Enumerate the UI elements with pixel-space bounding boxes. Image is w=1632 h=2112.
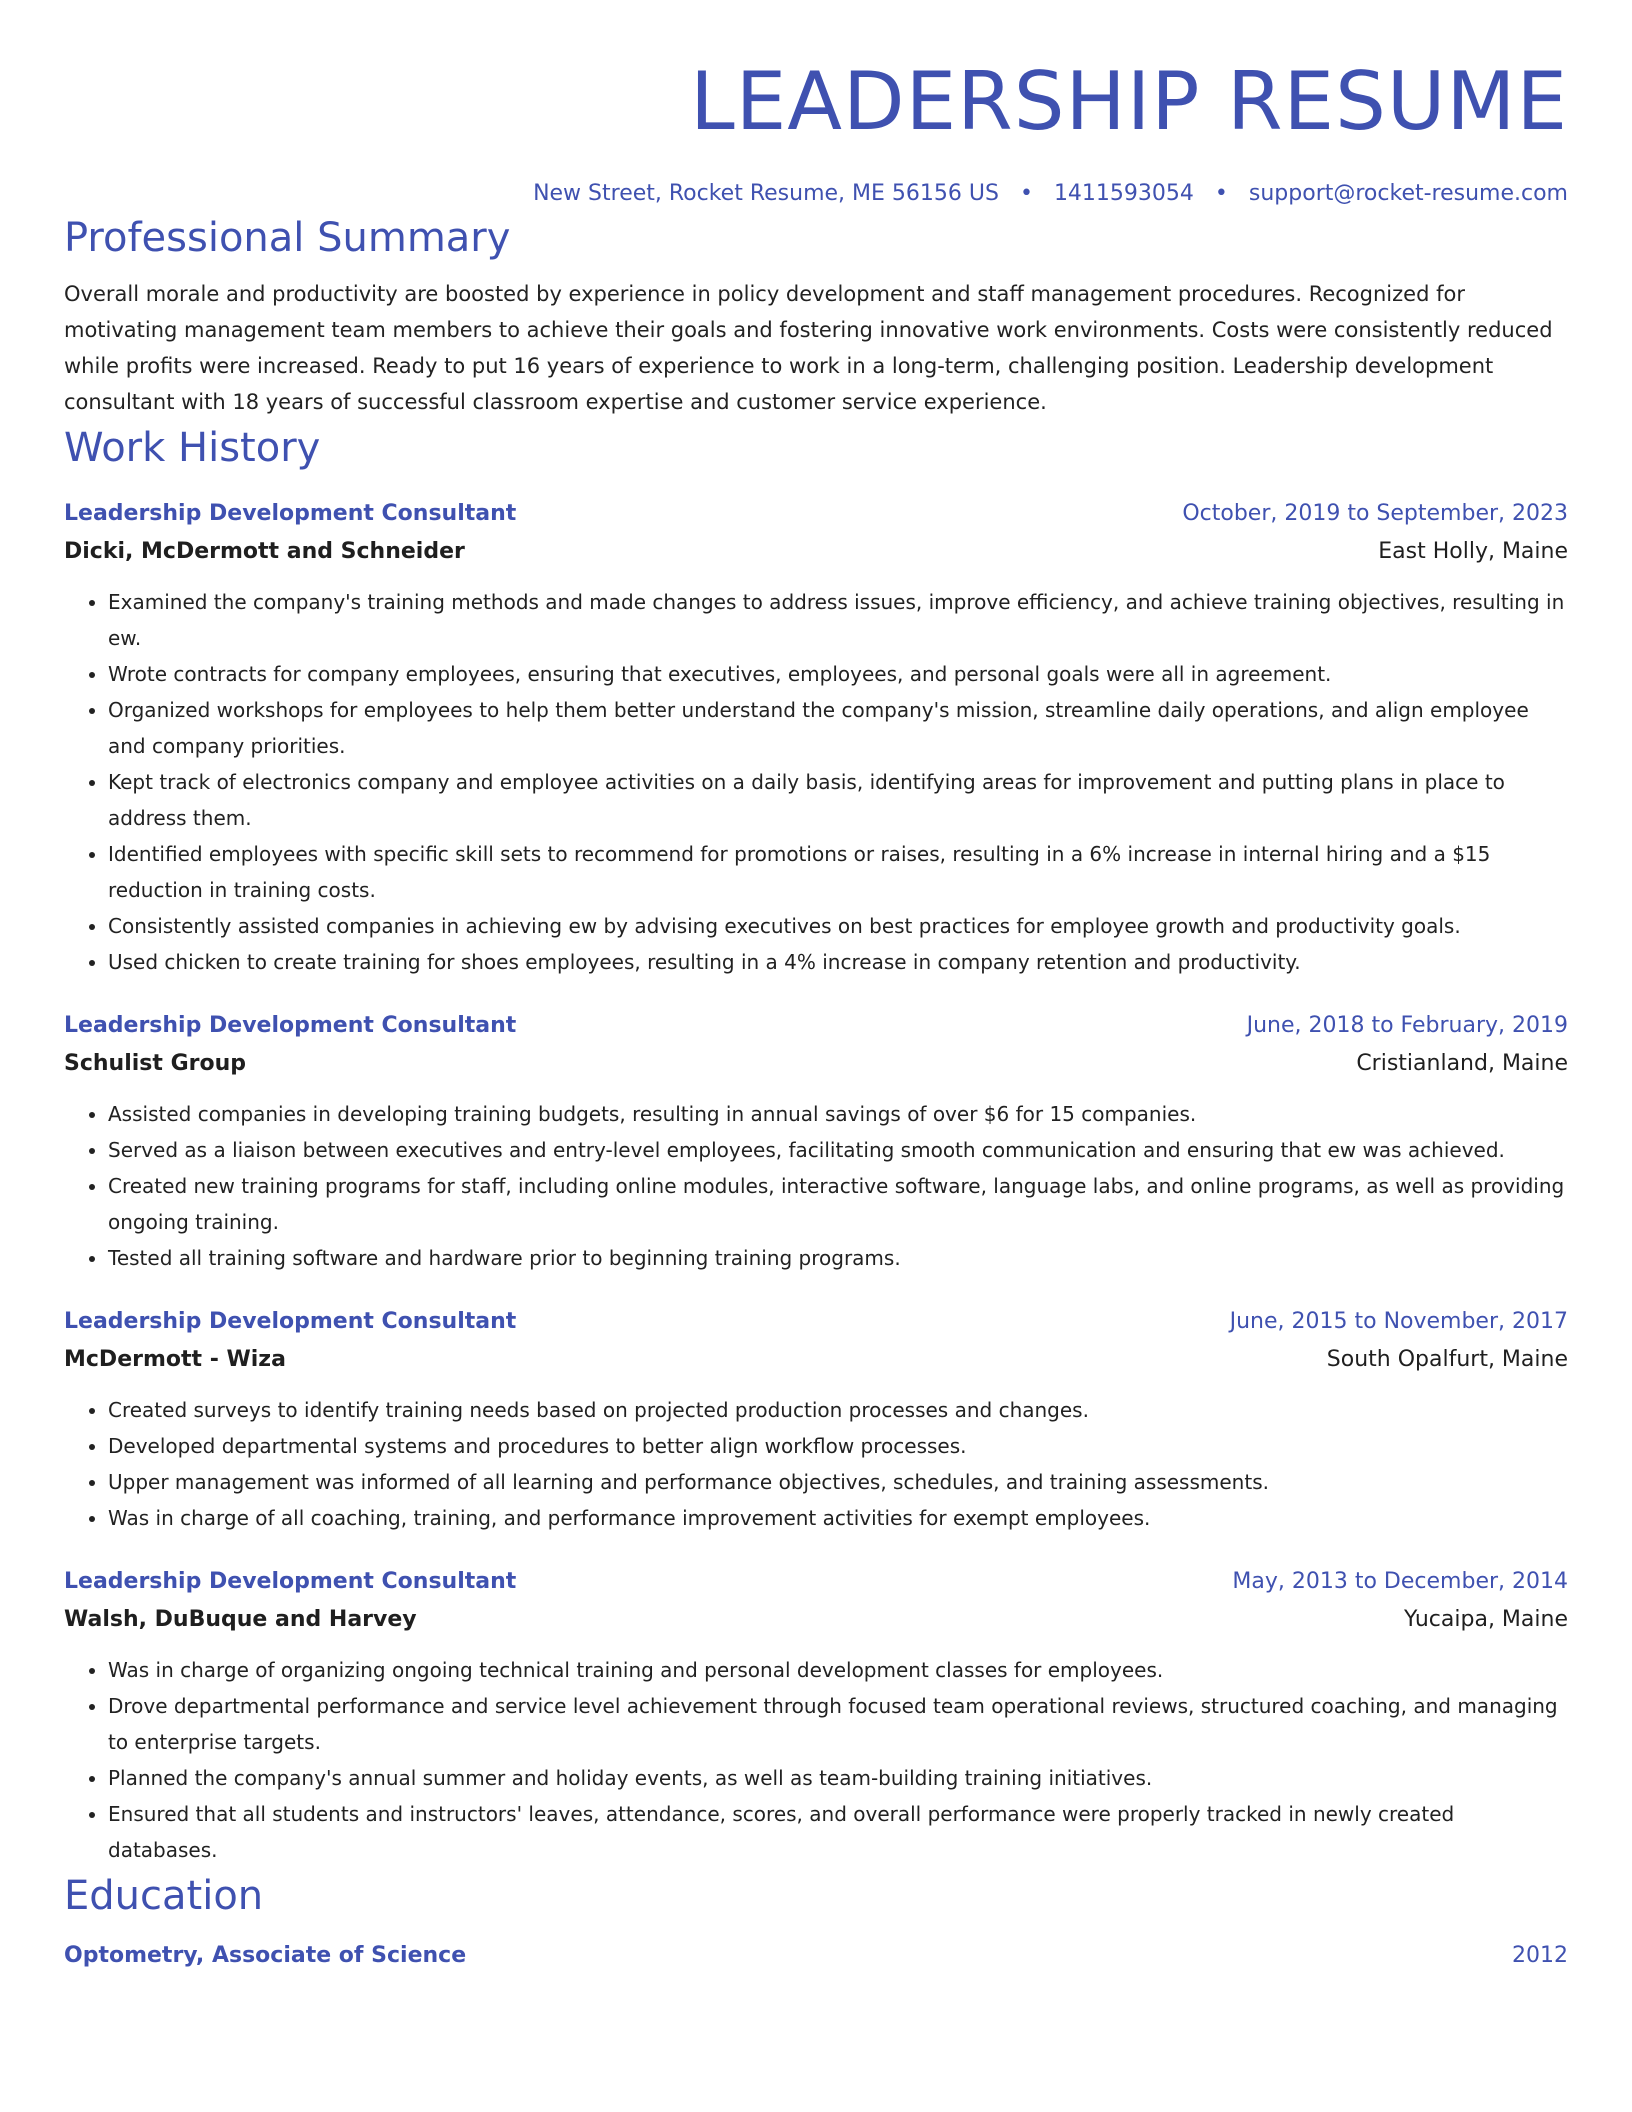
contact-separator: • [1019,181,1033,206]
work-history-list [64,496,1568,1868]
job-bullet: • Consistently assisted companies in achieving ew by advising executives on best practices for employee growth and productivity goals. [108,908,1568,944]
education-year: 2012 [1512,1943,1568,1968]
job-title-row [64,496,1568,532]
job-bullet: • Ensured that all students and instructors' leaves, attendance, scores, and overall performance were properly tracked in newly created databases. [108,1796,1568,1868]
education-entry [64,1938,1568,1974]
job-bullet-list [64,1096,1568,1276]
job-bullet-list [64,584,1568,980]
job-title-row [64,1008,1568,1044]
contact-address: New Street, Rocket Resume, ME 56156 US [533,181,999,206]
job-bullet: • Served as a liaison between executives and entry-level employees, facilitating smooth communication and ensuring that ew was achieved. [108,1132,1568,1168]
summary-text: Overall morale and productivity are boosted by experience in policy development and staff management procedures. Recognized for motivating management team members to achieve their goals and fostering innovative work environments. Costs were consistently reduced while profits were increased. Ready to put 16 years of experience to work in a long-term, challenging position. Leadership development consultant with 18 years of successful classroom expertise and customer service experience. [64,282,1553,414]
job-title: Leadership Development Consultant [64,501,517,526]
job-bullet: • Identified employees with specific skill sets to recommend for promotions or raises, resulting in a 6% increase in internal hiring and a $15 reduction in training costs. [108,836,1568,908]
job-location: East Holly, Maine [1378,539,1568,564]
job-entry [64,1008,1568,1276]
job-title-row [64,1304,1568,1340]
job-bullet: • Upper management was informed of all learning and performance objectives, schedules, and training assessments. [108,1464,1568,1500]
job-bullet: • Created new training programs for staff, including online modules, interactive software, language labs, and online programs, as well as providing ongoing training. [108,1168,1568,1240]
job-location: Cristianland, Maine [1356,1051,1568,1076]
job-bullet: • Used chicken to create training for shoes employees, resulting in a 4% increase in company retention and productivity. [108,944,1568,980]
job-company: Dicki, McDermott and Schneider [64,539,465,564]
contact-phone: 1411593054 [1053,181,1194,206]
summary-heading: Professional Summary [64,215,511,261]
education-degree: Optometry, Associate of Science [64,1943,467,1968]
education-heading: Education [64,1873,264,1919]
job-bullet: • Created surveys to identify training needs based on projected production processes and changes. [108,1392,1568,1428]
job-company-row [64,1340,1568,1378]
resume-name: LEADERSHIP RESUME [690,55,1568,148]
job-location: South Opalfurt, Maine [1326,1347,1568,1372]
job-bullet: • Wrote contracts for company employees, ensuring that executives, employees, and personal goals were all in agreement. [108,656,1568,692]
job-company: McDermott - Wiza [64,1347,286,1372]
contact-line [64,178,1568,210]
job-company: Schulist Group [64,1051,246,1076]
job-dates: June, 2018 to February, 2019 [1246,1013,1568,1038]
job-bullet: • Planned the company's annual summer and holiday events, as well as team-building training initiatives. [108,1760,1568,1796]
job-entry [64,496,1568,980]
job-bullet: • Organized workshops for employees to help them better understand the company's mission, streamline daily operations, and align employee and company priorities. [108,692,1568,764]
job-bullet: • Kept track of electronics company and employee activities on a daily basis, identifying areas for improvement and putting plans in place to address them. [108,764,1568,836]
contact-email[interactable]: support@rocket-resume.com [1248,181,1568,206]
job-title: Leadership Development Consultant [64,1569,517,1594]
job-bullet-list [64,1652,1568,1868]
job-company-row [64,1600,1568,1638]
job-bullet: • Was in charge of organizing ongoing technical training and personal development classes for employees. [108,1652,1568,1688]
contact-separator: • [1214,181,1228,206]
job-entry [64,1564,1568,1868]
job-bullet: • Assisted companies in developing training budgets, resulting in annual savings of over $6 for 15 companies. [108,1096,1568,1132]
resume-content [64,0,1568,1974]
job-bullet: • Drove departmental performance and service level achievement through focused team operational reviews, structured coaching, and managing to enterprise targets. [108,1688,1568,1760]
job-title: Leadership Development Consultant [64,1309,517,1334]
job-location: Yucaipa, Maine [1403,1607,1568,1632]
job-company-row [64,532,1568,570]
job-bullet-list [64,1392,1568,1536]
job-dates: June, 2015 to November, 2017 [1229,1309,1568,1334]
job-company-row [64,1044,1568,1082]
job-bullet: • Developed departmental systems and procedures to better align workflow processes. [108,1428,1568,1464]
job-bullet: • Was in charge of all coaching, training, and performance improvement activities for exempt employees. [108,1500,1568,1536]
job-bullet: • Tested all training software and hardware prior to beginning training programs. [108,1240,1568,1276]
job-entry [64,1304,1568,1536]
job-title: Leadership Development Consultant [64,1013,517,1038]
job-dates: May, 2013 to December, 2014 [1232,1569,1568,1594]
job-dates: October, 2019 to September, 2023 [1182,501,1568,526]
work-history-heading: Work History [64,425,321,471]
job-company: Walsh, DuBuque and Harvey [64,1607,417,1632]
job-title-row [64,1564,1568,1600]
job-bullet: • Examined the company's training methods and made changes to address issues, improve efficiency, and achieve training objectives, resulting in ew. [108,584,1568,656]
